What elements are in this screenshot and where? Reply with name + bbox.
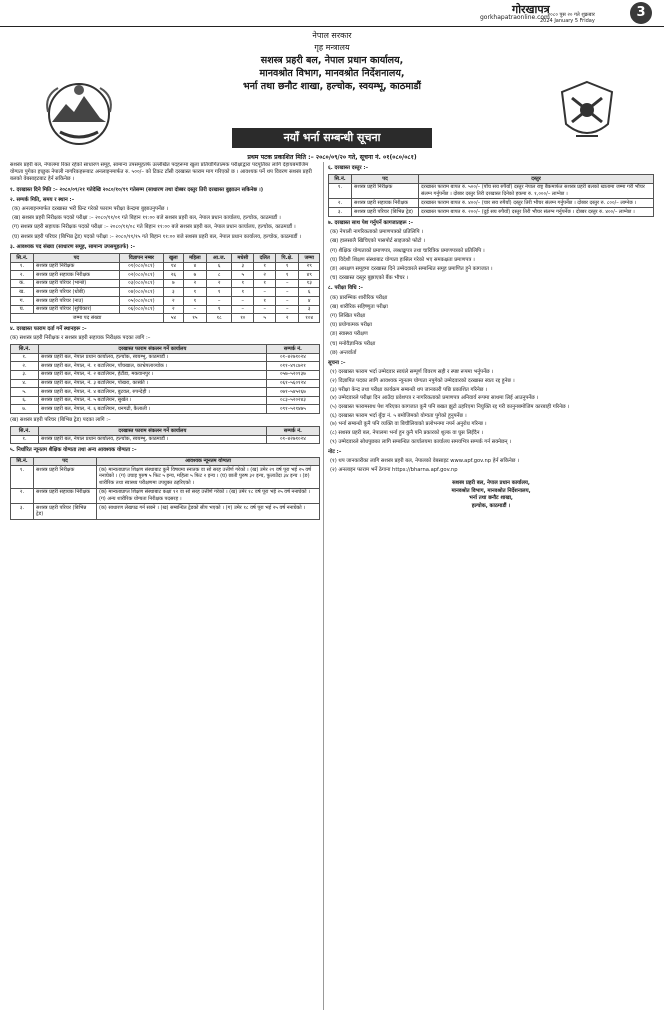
total-label: जम्मा पद संख्या <box>11 314 164 323</box>
table-cell: सशस्त्र प्रहरी बल, नेपाल, नं. ५ बटालियन, सुर्खेत । <box>38 396 266 405</box>
table-cell: सशस्त्र प्रहरी बल, नेपाल, नं. ४ बटालियन, बुटवल, रुपन्देही । <box>38 388 266 397</box>
table-cell: ३. <box>11 370 39 379</box>
qualification-table <box>10 457 320 520</box>
section-contact-heading: २. सम्पर्क मिति, समय र स्थान :– <box>10 196 75 203</box>
table-row <box>11 353 320 362</box>
table-row <box>11 297 320 306</box>
section-note-heading: नोट :– <box>328 449 342 456</box>
notice-item: (८) सशस्त्र प्रहरी बल, नेपालमा भर्ना हुन कुनै पनि प्रकारको शुल्क वा घुस लिइँदैन । <box>330 430 484 437</box>
table-row <box>11 288 320 297</box>
table-cell: ३. <box>329 208 352 217</box>
column-divider <box>323 162 324 1010</box>
table-row <box>11 305 320 314</box>
page-number: 3 <box>630 2 652 24</box>
document-item: (ङ) आरक्षण समूहमा दरखास्त दिने उम्मेदवारले सम्बन्धित समूह प्रमाणित हुने कागजात । <box>330 266 493 272</box>
newspaper-website[interactable]: gorkhapatraonline.com <box>480 14 550 21</box>
table-cell: २. <box>11 488 34 504</box>
table-cell: ५. <box>11 388 39 397</box>
total-cell: ५४ <box>164 314 184 323</box>
table-cell: ०४(०८०/०८१) <box>119 288 163 297</box>
apf-logo-icon <box>556 78 618 146</box>
table-cell: १. <box>11 435 39 444</box>
table-row <box>11 435 320 444</box>
offices-table-header <box>11 427 320 436</box>
table-cell: – <box>254 305 276 314</box>
table-cell: सशस्त्र प्रहरी परिचर (धोबी) <box>34 288 120 297</box>
signature-line: मानवश्रोत विभाग, मानवश्रोत निर्देशनालय, <box>451 487 531 494</box>
fee-table-header <box>329 175 654 184</box>
publication-date <box>540 12 595 24</box>
col-header: सि.नं. <box>11 457 34 466</box>
table-cell: ०७१–५४५२६७ <box>266 388 319 397</box>
table-cell: सशस्त्र प्रहरी बल, नेपाल, नं. २ बटालियन, हेटौंडा, मकवानपुर । <box>38 370 266 379</box>
exam-method-item: (ङ) स्वास्थ्य परीक्षण <box>330 331 368 338</box>
table-cell: ०६(०८०/०८१) <box>119 305 163 314</box>
col-header: पद <box>34 457 97 466</box>
notice-item: (५) दरखास्त फारामसाथ पेश गरिएका कागजात कुनै पनि बखत झुटो ठहरिएमा नियुक्ति रद्द गरी कानुनबमोजिम कारबाही गरिनेछ । <box>330 404 570 411</box>
section-posts-heading: ३. आवश्यक पद संख्या (साधारण समूह, सामान्य उपसमूहतर्फ) :– <box>10 243 136 250</box>
section-qualification-heading: ५. निर्धारित न्यूनतम शैक्षिक योग्यता तथा अन्य आवश्यक योग्यता :– <box>10 447 137 454</box>
col-header: महिला <box>183 254 207 263</box>
newspaper-name: गोरखापत्र <box>512 3 550 16</box>
table-cell: ४. <box>11 379 39 388</box>
table-row <box>11 388 320 397</box>
col-header: मधेसी <box>232 254 254 263</box>
header-department: मानवश्रोत विभाग, मानवश्रोत निर्देशनालय, <box>259 68 405 79</box>
table-cell: (क) साधारण लेखपढ गर्न सक्ने । (ख) सम्बन्धित ट्रेडको सीप भएको । (ग) उमेर १८ वर्ष पूरा भई २५ वर्ष ननाघेको । <box>97 504 320 520</box>
table-row <box>11 271 320 280</box>
col-header: आवश्यक न्यूनतम योग्यता <box>97 457 320 466</box>
offices-table <box>10 344 320 414</box>
table-cell: २९ <box>299 262 320 271</box>
contact-item: (ख) सशस्त्र प्रहरी निरीक्षक पदको परीक्षा :– २०८०/११/०१ गते बिहान ११:०० बजे सशस्त्र प्रहरी बल, नेपाल प्रधान कार्यालय, हल्चोक, काठमाडौं । <box>12 215 281 222</box>
table-cell: ५ <box>232 271 254 280</box>
table-cell: – <box>275 288 298 297</box>
total-cell: १५ <box>183 314 207 323</box>
table-cell: १ <box>232 288 254 297</box>
table-cell: ६. <box>11 396 39 405</box>
table-cell: सशस्त्र प्रहरी परिचर (बिभिन्न ट्रेड) <box>352 208 419 217</box>
exam-method-item: (ख) शारीरिक सहिष्णुता परीक्षा <box>330 303 388 310</box>
notice-item: (७) भर्ना सम्बन्धी कुनै पनि व्यक्ति वा बिचौलियाको प्रलोभनमा नपर्न अनुरोध गरिन्छ । <box>330 421 487 428</box>
total-cell: १० <box>232 314 254 323</box>
exam-method-item: (क) प्रारम्भिक शारीरिक परीक्षा <box>330 294 388 301</box>
table-cell: ०१–४२७१०२४ <box>266 435 319 444</box>
table-cell: १. <box>11 466 34 488</box>
table-cell: २ <box>164 305 184 314</box>
table-cell: ०९१–५२१४७५ <box>266 405 319 414</box>
table-cell: ०३(०८०/०८१) <box>119 279 163 288</box>
contact-item: (क) अनलाइनमार्फत दरखास्त भरी प्रिन्ट गरेको फाराम परीक्षा केन्द्रमा बुझाउनुपर्नेछ । <box>12 206 169 213</box>
table-cell: १ <box>254 279 276 288</box>
table-cell: ४ <box>183 262 207 271</box>
table-cell: १. <box>329 183 352 199</box>
table-cell: ०२(०८०/०८१) <box>119 271 163 280</box>
notice-item: (९) उम्मेदवारले सोधपुछका लागि सम्बन्धित कार्यालयमा कार्यालय समयभित्र सम्पर्क गर्न सक्नेछन् । <box>330 438 512 445</box>
offices-table-b <box>10 426 320 444</box>
contact-item: (घ) सशस्त्र प्रहरी परिचर (बिभिन्न ट्रेड) पदको परीक्षा :– २०८०/११/१५ गते बिहान ११:०० बजे सशस्त्र प्रहरी बल, नेपाल प्रधान कार्यालय, हल्चोक, काठमाडौं । <box>12 233 302 240</box>
table-cell: ०६१–५६०१२४ <box>266 379 319 388</box>
notice-item: (३) परीक्षा केन्द्र तथा परीक्षा कार्यक्रम सम्बन्धी थप जानकारी पछि प्रकाशित गरिनेछ । <box>330 386 488 393</box>
table-cell: १ <box>232 279 254 288</box>
table-cell: सशस्त्र प्रहरी परिचर (नाउ) <box>34 297 120 306</box>
table-row <box>11 379 320 388</box>
document-item: (ग) शैक्षिक योग्यताको प्रमाणपत्र, लब्धाङ्कपत्र तथा चारित्रिक प्रमाणपत्रको प्रतिलिपि । <box>330 247 485 254</box>
table-cell: दरखास्त फाराम बापत रु. २००/– (दुई सय रुपैयाँ) दस्तुर तिरी भौचर संलग्न गर्नुपर्नेछ । दोब्बर दस्तुर रु. ४००/– लाग्नेछ । <box>419 208 654 217</box>
table-cell: १ <box>183 288 207 297</box>
table-cell: ६ <box>207 262 232 271</box>
table-cell: सशस्त्र प्रहरी निरीक्षक <box>34 262 120 271</box>
table-cell: सशस्त्र प्रहरी बल, नेपाल प्रधान कार्यालय, हल्चोक, स्वयम्भू, काठमाडौं । <box>38 435 266 444</box>
table-row <box>11 370 320 379</box>
table-row <box>11 504 320 520</box>
signature-line: सशस्त्र प्रहरी बल, नेपाल प्रधान कार्यालय, <box>452 480 530 487</box>
offices-table-header <box>11 345 320 354</box>
table-cell: – <box>275 279 298 288</box>
table-cell: सशस्त्र प्रहरी बल, नेपाल, नं. ३ बटालियन, पोखरा, कास्की । <box>38 379 266 388</box>
note-item: (२) अनलाइन फाराम भर्ने ठेगाना https://bharna.apf.gov.np <box>330 466 458 473</box>
table-cell: १ <box>275 271 298 280</box>
total-cell: १०४ <box>299 314 320 323</box>
header-branch: भर्ना तथा छनौट शाखा, हल्चोक, स्वयम्भू, काठमाडौं <box>243 81 421 92</box>
table-cell: – <box>275 305 298 314</box>
table-row <box>329 183 654 199</box>
table-cell: – <box>207 297 232 306</box>
document-item: (क) नेपाली नागरिकताको प्रमाणपत्रको प्रतिलिपि । <box>330 229 424 236</box>
table-cell: ३ <box>299 305 320 314</box>
table-cell: – <box>254 288 276 297</box>
table-cell: १ <box>207 305 232 314</box>
table-cell: – <box>232 305 254 314</box>
table-cell: १ <box>207 288 232 297</box>
table-cell: ७ <box>164 279 184 288</box>
table-cell: २ <box>207 279 232 288</box>
col-header: पद <box>34 254 120 263</box>
table-cell: १. <box>11 262 34 271</box>
table-cell: ३. <box>11 504 34 520</box>
col-header: सि.नं. <box>11 254 34 263</box>
table-cell: (क) मान्यताप्राप्त शिक्षण संस्थाबाट कुनै विषयमा स्नातक वा सो सरह उत्तीर्ण गरेको । (ख) उमेर २१ वर्ष पूरा भई २५ वर्ष ननाघेको । (ग) उचाइ पुरुष ५ फिट ५ इन्च, महिला ५ फिट २ इन्च । (घ) छाती पुरुष ३२ इन्च, फुलाउँदा ३४ इन्च । (ङ) शारीरिक तथा स्वास्थ्य परीक्षणमा उपयुक्त ठहरिएको । <box>97 466 320 488</box>
col-header: दरखास्त फाराम संकलन गर्ने कार्यालय <box>38 345 266 354</box>
table-cell: (क) मान्यताप्राप्त शिक्षण संस्थाबाट कक्षा १२ वा सो सरह उत्तीर्ण गरेको । (ख) उमेर १८ वर्ष पूरा भई २५ वर्ष ननाघेको । (ग) अन्य शारीरिक योग्यता निरीक्षक पदसरह । <box>97 488 320 504</box>
posts-table-header <box>11 254 320 263</box>
notice-item: (१) दरखास्त फाराम भर्दा उम्मेदवार स्वयंले सम्पूर्ण विवरण सही र स्पष्ट रूपमा भर्नुपर्नेछ । <box>330 369 494 376</box>
table-cell: ७ <box>183 271 207 280</box>
table-row <box>11 362 320 371</box>
table-cell: सशस्त्र प्रहरी परिचर (भान्छे) <box>34 279 120 288</box>
section-application-date: १. दरखास्त दिने मिति :– २०८०/०९/२१ गतेदेखि २०८०/१०/१९ गतेसम्म (साधारण तथा दोब्बर दस्तुर तिरी दरखास्त बुझाउन सकिनेछ ।) <box>10 186 264 193</box>
col-header: आ.ज. <box>207 254 232 263</box>
header-government: नेपाल सरकार <box>312 31 352 40</box>
table-cell: – <box>232 297 254 306</box>
right-column <box>328 162 654 1014</box>
nepal-emblem-icon <box>40 76 118 146</box>
section-fee-heading: ६. दरखास्त दस्तुर :– <box>328 165 369 171</box>
table-cell: ४९ <box>299 271 320 280</box>
table-cell: सशस्त्र प्रहरी परिचर (बिभिन्न ट्रेड) <box>34 504 97 520</box>
table-cell: १. <box>11 353 39 362</box>
table-cell: ०५(०८०/०८१) <box>119 297 163 306</box>
date-nepali: २०८० पुस २० गते शुक्रबार <box>547 12 595 18</box>
document-item: (ख) हालसालै खिचिएको पासपोर्ट साइजको फोटो । <box>330 238 426 245</box>
table-cell: ६ <box>299 288 320 297</box>
date-english: 2024 January 5 Friday <box>540 18 595 24</box>
col-header: विज्ञापन नम्बर <box>119 254 163 263</box>
notice-item: (६) दरखास्त फाराम भर्दा बुँदा नं. ५ बमोजिमको योग्यता पुगेको हुनुपर्नेछ । <box>330 412 467 419</box>
notice-item: (२) विज्ञापित पदका लागि आवश्यक न्यूनतम योग्यता नपुगेको उम्मेदवारको दरखास्त स्वतः रद्द हुनेछ । <box>330 377 515 384</box>
table-cell: २ <box>164 297 184 306</box>
notice-header <box>150 30 514 93</box>
signature-line: हल्चोक, काठमाडौं । <box>471 502 511 509</box>
table-cell: सशस्त्र प्रहरी बल, नेपाल, नं. ६ बटालियन, धनगढी, कैलाली । <box>38 405 266 414</box>
table-cell: ०१(०८०/०८१) <box>119 262 163 271</box>
table-cell: ४ <box>299 297 320 306</box>
table-cell: १ <box>183 297 207 306</box>
col-header: दलित <box>254 254 276 263</box>
table-cell: ०११–४९८७२१ <box>266 362 319 371</box>
col-header: सि.नं. <box>11 345 39 354</box>
table-cell: दरखास्त फाराम बापत रु. ५००/– (पाँच सय रुपैयाँ) दस्तुर नेपाल राष्ट्र बैंकमार्फत सशस्त्र प्रहरी बलको खातामा जम्मा गरी भौचर संलग्न गर्नुपर्नेछ । दोब्बर दस्तुर तिरी दरखास्त दिनेको हकमा रु. १,०००/– लाग्नेछ । <box>419 183 654 199</box>
table-cell: ०८३–५२०२४३ <box>266 396 319 405</box>
table-cell: २ <box>254 271 276 280</box>
col-header: खुला <box>164 254 184 263</box>
table-cell: १४ <box>164 262 184 271</box>
table-row <box>11 488 320 504</box>
document-item: (च) दरखास्त दस्तुर बुझाएको बैंक भौचर । <box>330 275 409 282</box>
table-cell: ३ <box>232 262 254 271</box>
table-cell: २. <box>11 362 39 371</box>
offices-subheading: (ख) सशस्त्र प्रहरी परिचर (बिभिन्न ट्रेड) पदका लागि :– <box>10 416 111 423</box>
table-cell: १३ <box>299 279 320 288</box>
table-cell: सशस्त्र प्रहरी सहायक निरीक्षक <box>34 271 120 280</box>
posts-table <box>10 253 320 323</box>
posts-table-total <box>11 314 320 323</box>
table-cell: ग. <box>11 297 34 306</box>
note-item: (१) थप जानकारीका लागि सशस्त्र प्रहरी बल, नेपालको वेबसाइट www.apf.gov.np हेर्न सकिनेछ । <box>330 458 519 465</box>
table-cell: सशस्त्र प्रहरी निरीक्षक <box>352 183 419 199</box>
section-exam-heading: ८. परीक्षा विधि :– <box>328 285 363 292</box>
notice-item: (४) उम्मेदवारले परीक्षा दिन आउँदा प्रवेशपत्र र नागरिकताको प्रमाणपत्र अनिवार्य रूपमा साथमा लिई आउनुपर्नेछ । <box>330 395 539 402</box>
exam-method-item: (छ) अन्तर्वार्ता <box>330 349 357 356</box>
signature-block <box>328 480 654 510</box>
table-cell: १ <box>254 262 276 271</box>
header-office: सशस्त्र प्रहरी बल, नेपाल प्रधान कार्यालय, <box>260 55 404 66</box>
table-cell: क. <box>11 279 34 288</box>
table-cell: सशस्त्र प्रहरी सहायक निरीक्षक <box>352 199 419 208</box>
section-notice-heading: सूचना :– <box>328 360 346 367</box>
table-row <box>11 279 320 288</box>
signature-line: भर्ना तथा छनौट शाखा, <box>469 495 513 502</box>
table-row <box>11 466 320 488</box>
table-cell: ७. <box>11 405 39 414</box>
document-item: (घ) विदेशी शिक्षण संस्थाबाट योग्यता हासिल गरेको भए समकक्षता प्रमाणपत्र । <box>330 256 475 263</box>
table-cell: सशस्त्र प्रहरी निरीक्षक <box>34 466 97 488</box>
total-cell: ५ <box>254 314 276 323</box>
header-ministry: गृह मन्त्रालय <box>314 43 350 52</box>
fee-table <box>328 174 654 217</box>
table-cell: दरखास्त फाराम बापत रु. ४००/– (चार सय रुपैयाँ) दस्तुर तिरी भौचर संलग्न गर्नुपर्नेछ । दोब्बर दस्तुर रु. ८००/– लाग्नेछ । <box>419 199 654 208</box>
table-cell: सशस्त्र प्रहरी परिचर (सुचिकार) <box>34 305 120 314</box>
table-cell: – <box>275 297 298 306</box>
table-cell: १ <box>254 297 276 306</box>
col-header: दरखास्त फाराम संकलन गर्ने कार्यालय <box>38 427 266 436</box>
table-cell: २ <box>183 279 207 288</box>
offices-subheading: (क) सशस्त्र प्रहरी निरीक्षक र सशस्त्र प्रहरी सहायक निरीक्षक पदका लागि :– <box>10 334 151 341</box>
col-header: जम्मा <box>299 254 320 263</box>
col-header: सि.नं. <box>329 175 352 184</box>
table-cell: २. <box>329 199 352 208</box>
table-cell: घ. <box>11 305 34 314</box>
table-cell: ३ <box>164 288 184 297</box>
table-row <box>11 396 320 405</box>
notice-title-banner: नयाँ भर्ना सम्बन्धी सूचना <box>232 128 432 148</box>
total-cell: १८ <box>207 314 232 323</box>
newspaper-masthead <box>0 0 664 27</box>
total-cell: २ <box>275 314 298 323</box>
qualification-table-header <box>11 457 320 466</box>
col-header: पद <box>352 175 419 184</box>
table-cell: सशस्त्र प्रहरी सहायक निरीक्षक <box>34 488 97 504</box>
table-cell: ८ <box>207 271 232 280</box>
section-offices-heading: ४. दरखास्त फाराम दर्ता गर्ने स्थानहरू :– <box>10 325 87 332</box>
left-column <box>10 162 320 1010</box>
table-row <box>11 405 320 414</box>
col-header: सम्पर्क नं. <box>266 427 319 436</box>
table-row <box>329 199 654 208</box>
exam-method-item: (घ) प्रयोगात्मक परीक्षा <box>330 322 372 329</box>
table-cell: सशस्त्र प्रहरी बल, नेपाल, नं. १ बटालियन, पाँचखाल, काभ्रेपलाञ्चोक । <box>38 362 266 371</box>
table-row <box>329 208 654 217</box>
table-cell: २. <box>11 271 34 280</box>
table-cell: २६ <box>164 271 184 280</box>
col-header: सम्पर्क नं. <box>266 345 319 354</box>
table-cell: – <box>183 305 207 314</box>
col-header: सि.नं. <box>11 427 39 436</box>
intro-paragraph: सशस्त्र प्रहरी बल, नेपालमा रिक्त रहेको साधारण समूह, सामान्य उपसमूहतर्फ उल्लेखित पदहरूमा खुला प्रतियोगितात्मक परीक्षाद्वारा पदपूर्तिका लागि देहायबमोजिम योग्यता पुगेका इच्छुक नेपाली नागरिकहरूबाट अनलाइनमार्फत रु. ५००/– को टिकट टाँसी दरखास्त फाराम माग गरिएको छ । आवश्यक पर्ने थप विवरण सशस्त्र प्रहरी बलको वेबसाइटबाट हेर्न सकिनेछ । <box>10 162 312 183</box>
col-header: दस्तुर <box>419 175 654 184</box>
publication-info: प्रथम पटक प्रकाशित मिति :– २०८०/०९/२० गते, सूचना नं. ०१(०८०/०८१) <box>247 154 417 161</box>
table-cell: १ <box>275 262 298 271</box>
section-documents-heading: ७. दरखास्त साथ पेश गर्नुपर्ने कागजातहरू :– <box>328 219 414 226</box>
exam-method-item: (च) मनोवैज्ञानिक परीक्षा <box>330 340 376 347</box>
col-header: पि.क्षे. <box>275 254 298 263</box>
table-cell: ०५७–५२०१३७ <box>266 370 319 379</box>
table-row <box>11 262 320 271</box>
contact-item: (ग) सशस्त्र प्रहरी सहायक निरीक्षक पदको परीक्षा :– २०८०/११/०८ गते बिहान ११:०० बजे सशस्त्र प्रहरी बल, नेपाल प्रधान कार्यालय, हल्चोक, काठमाडौं । <box>12 224 296 231</box>
exam-method-item: (ग) लिखित परीक्षा <box>330 313 366 320</box>
table-cell: ०१–४२७१०२४ <box>266 353 319 362</box>
table-cell: ख. <box>11 288 34 297</box>
table-cell: सशस्त्र प्रहरी बल, नेपाल प्रधान कार्यालय, हल्चोक, स्वयम्भू, काठमाडौं । <box>38 353 266 362</box>
